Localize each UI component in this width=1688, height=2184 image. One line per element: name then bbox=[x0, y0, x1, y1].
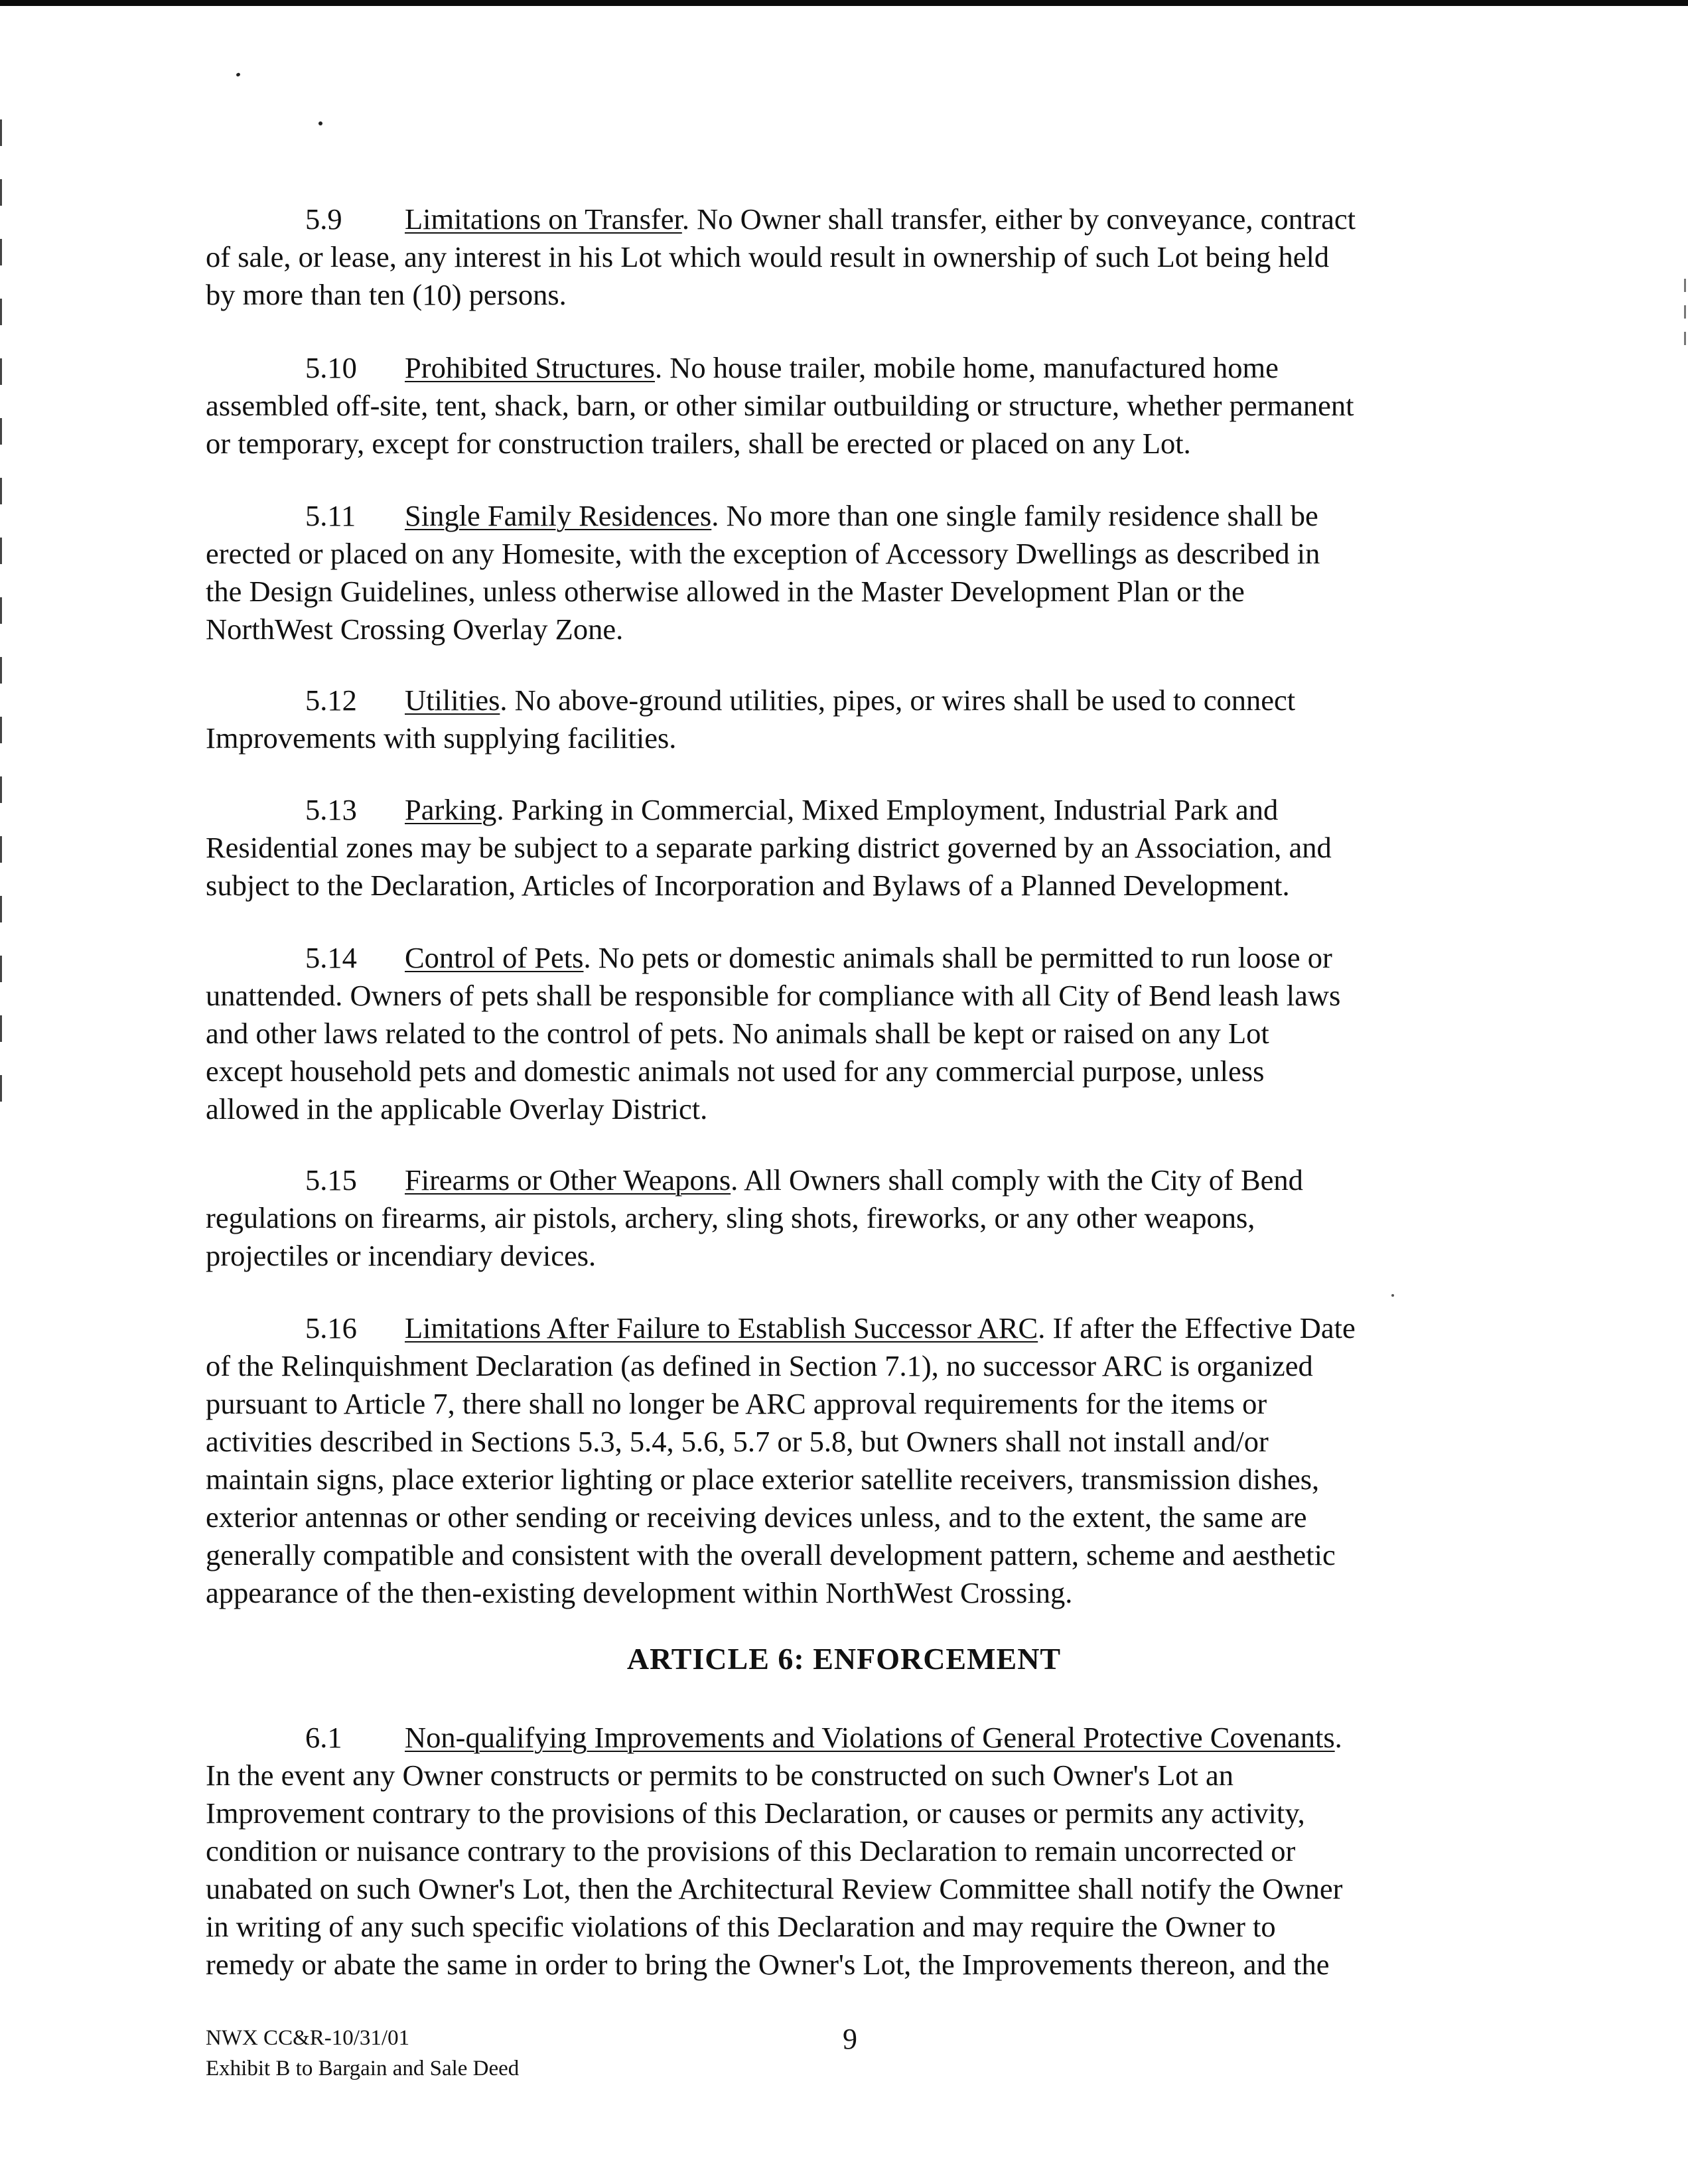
footer-exhibit: Exhibit B to Bargain and Sale Deed bbox=[206, 2057, 520, 2080]
section-number: 6.1 bbox=[305, 1721, 342, 1754]
section-line: generally compatible and consistent with the overall development pattern, scheme and aesthetic bbox=[206, 1538, 1336, 1571]
section-line: by more than ten (10) persons. bbox=[206, 278, 567, 311]
section-first-line: 5.14 Control of Pets. No pets or domestic animals shall be permitted to run loose or bbox=[206, 939, 1513, 977]
section-line: except household pets and domestic animals not used for any commercial purpose, unless bbox=[206, 1055, 1265, 1088]
section-first-line: 5.13 Parking. Parking in Commercial, Mixed Employment, Industrial Park and bbox=[206, 791, 1513, 829]
section-5-12 bbox=[206, 682, 1513, 757]
section-line: of the Relinquishment Declaration (as defined in Section 7.1), no successor ARC is organized bbox=[206, 1349, 1313, 1382]
section-line: of sale, or lease, any interest in his Lot which would result in ownership of such Lot being held bbox=[206, 240, 1330, 273]
section-heading: Firearms or Other Weapons bbox=[405, 1163, 731, 1197]
section-line: in writing of any such specific violations of this Declaration and may require the Owner to bbox=[206, 1910, 1276, 1943]
section-line: assembled off-site, tent, shack, barn, or other similar outbuilding or structure, whether permanent bbox=[206, 389, 1354, 422]
section-line: projectiles or incendiary devices. bbox=[206, 1239, 597, 1272]
section-5-15 bbox=[206, 1161, 1513, 1275]
section-line: Improvements with supplying facilities. bbox=[206, 721, 677, 755]
section-heading: Limitations on Transfer bbox=[405, 202, 682, 236]
section-first-line: 6.1 Non-qualifying Improvements and Violations of General Protective Covenants. bbox=[206, 1719, 1513, 1757]
footer-left bbox=[206, 2023, 519, 2084]
section-heading: Limitations After Failure to Establish Successor ARC bbox=[405, 1311, 1038, 1345]
section-heading: Parking bbox=[405, 793, 497, 826]
section-first-line: 5.10 Prohibited Structures. No house trailer, mobile home, manufactured home bbox=[206, 349, 1513, 387]
section-first-line: 5.12 Utilities. No above-ground utilities, pipes, or wires shall be used to connect bbox=[206, 682, 1513, 719]
article-title: ARTICLE 6: ENFORCEMENT bbox=[626, 1642, 1062, 1676]
section-5-11 bbox=[206, 497, 1513, 648]
section-line: unattended. Owners of pets shall be responsible for compliance with all City of Bend leash laws bbox=[206, 979, 1341, 1012]
scan-right-edge-marks bbox=[1684, 279, 1686, 358]
section-first-line: 5.9 Limitations on Transfer. No Owner shall transfer, either by conveyance, contract bbox=[206, 200, 1513, 238]
section-number: 5.9 bbox=[305, 202, 342, 236]
section-line: maintain signs, place exterior lighting or place exterior satellite receivers, transmission dishes, bbox=[206, 1463, 1320, 1496]
footer-doc-id: NWX CC&R-10/31/01 bbox=[206, 2026, 410, 2050]
section-heading: Control of Pets bbox=[405, 941, 584, 974]
section-first-line: 5.11 Single Family Residences. No more than one single family residence shall be bbox=[206, 497, 1513, 535]
section-line: unabated on such Owner's Lot, then the Architectural Review Committee shall notify the Owner bbox=[206, 1872, 1343, 1905]
section-line: NorthWest Crossing Overlay Zone. bbox=[206, 613, 624, 646]
scan-left-edge-marks bbox=[0, 119, 2, 1115]
section-5-16 bbox=[206, 1309, 1513, 1612]
section-line: In the event any Owner constructs or permits to be constructed on such Owner's Lot an bbox=[206, 1759, 1234, 1792]
section-line: the Design Guidelines, unless otherwise allowed in the Master Development Plan or the bbox=[206, 575, 1245, 608]
section-line: subject to the Declaration, Articles of Incorporation and Bylaws of a Planned Development. bbox=[206, 869, 1290, 902]
section-5-10 bbox=[206, 349, 1513, 463]
scan-speck bbox=[318, 121, 322, 125]
section-6-1 bbox=[206, 1719, 1513, 1984]
section-line: activities described in Sections 5.3, 5.4, 5.6, 5.7 or 5.8, but Owners shall not install and/or bbox=[206, 1425, 1269, 1458]
section-number: 5.15 bbox=[305, 1163, 357, 1197]
section-line: appearance of the then-existing development within NorthWest Crossing. bbox=[206, 1576, 1073, 1609]
section-line: remedy or abate the same in order to bring the Owner's Lot, the Improvements thereon, and the bbox=[206, 1948, 1330, 1981]
section-line: pursuant to Article 7, there shall no longer be ARC approval requirements for the items or bbox=[206, 1387, 1267, 1420]
section-heading: Single Family Residences bbox=[405, 499, 712, 532]
section-line: exterior antennas or other sending or receiving devices unless, and to the extent, the same are bbox=[206, 1500, 1307, 1534]
section-line: regulations on firearms, air pistols, archery, sling shots, fireworks, or any other weapons, bbox=[206, 1201, 1255, 1234]
section-5-14 bbox=[206, 939, 1513, 1128]
section-5-13 bbox=[206, 791, 1513, 905]
section-line: allowed in the applicable Overlay District. bbox=[206, 1092, 708, 1126]
section-line: Residential zones may be subject to a separate parking district governed by an Association, and bbox=[206, 831, 1332, 864]
section-line: Improvement contrary to the provisions of this Declaration, or causes or permits any activity, bbox=[206, 1796, 1305, 1830]
section-number: 5.16 bbox=[305, 1311, 357, 1345]
section-number: 5.14 bbox=[305, 941, 357, 974]
scan-speck bbox=[1391, 1294, 1394, 1297]
section-line: condition or nuisance contrary to the provisions of this Declaration to remain uncorrected or bbox=[206, 1834, 1296, 1867]
page-number: 9 bbox=[843, 2023, 857, 2055]
section-5-9 bbox=[206, 200, 1513, 314]
scan-speck bbox=[236, 72, 241, 77]
section-line: and other laws related to the control of pets. No animals shall be kept or raised on any Lot bbox=[206, 1017, 1269, 1050]
section-first-line: 5.15 Firearms or Other Weapons. All Owners shall comply with the City of Bend bbox=[206, 1161, 1513, 1199]
section-line: or temporary, except for construction trailers, shall be erected or placed on any Lot. bbox=[206, 427, 1191, 460]
scan-top-border bbox=[0, 0, 1688, 6]
section-number: 5.11 bbox=[305, 499, 356, 532]
section-number: 5.13 bbox=[305, 793, 357, 826]
section-first-line: 5.16 Limitations After Failure to Establish Successor ARC. If after the Effective Date bbox=[206, 1309, 1513, 1347]
section-number: 5.12 bbox=[305, 684, 357, 717]
section-heading: Prohibited Structures bbox=[405, 351, 655, 384]
section-heading: Non-qualifying Improvements and Violations of General Protective Covenants bbox=[405, 1721, 1335, 1754]
section-heading: Utilities bbox=[405, 684, 500, 717]
section-line: erected or placed on any Homesite, with the exception of Accessory Dwellings as described in bbox=[206, 537, 1320, 570]
section-number: 5.10 bbox=[305, 351, 357, 384]
